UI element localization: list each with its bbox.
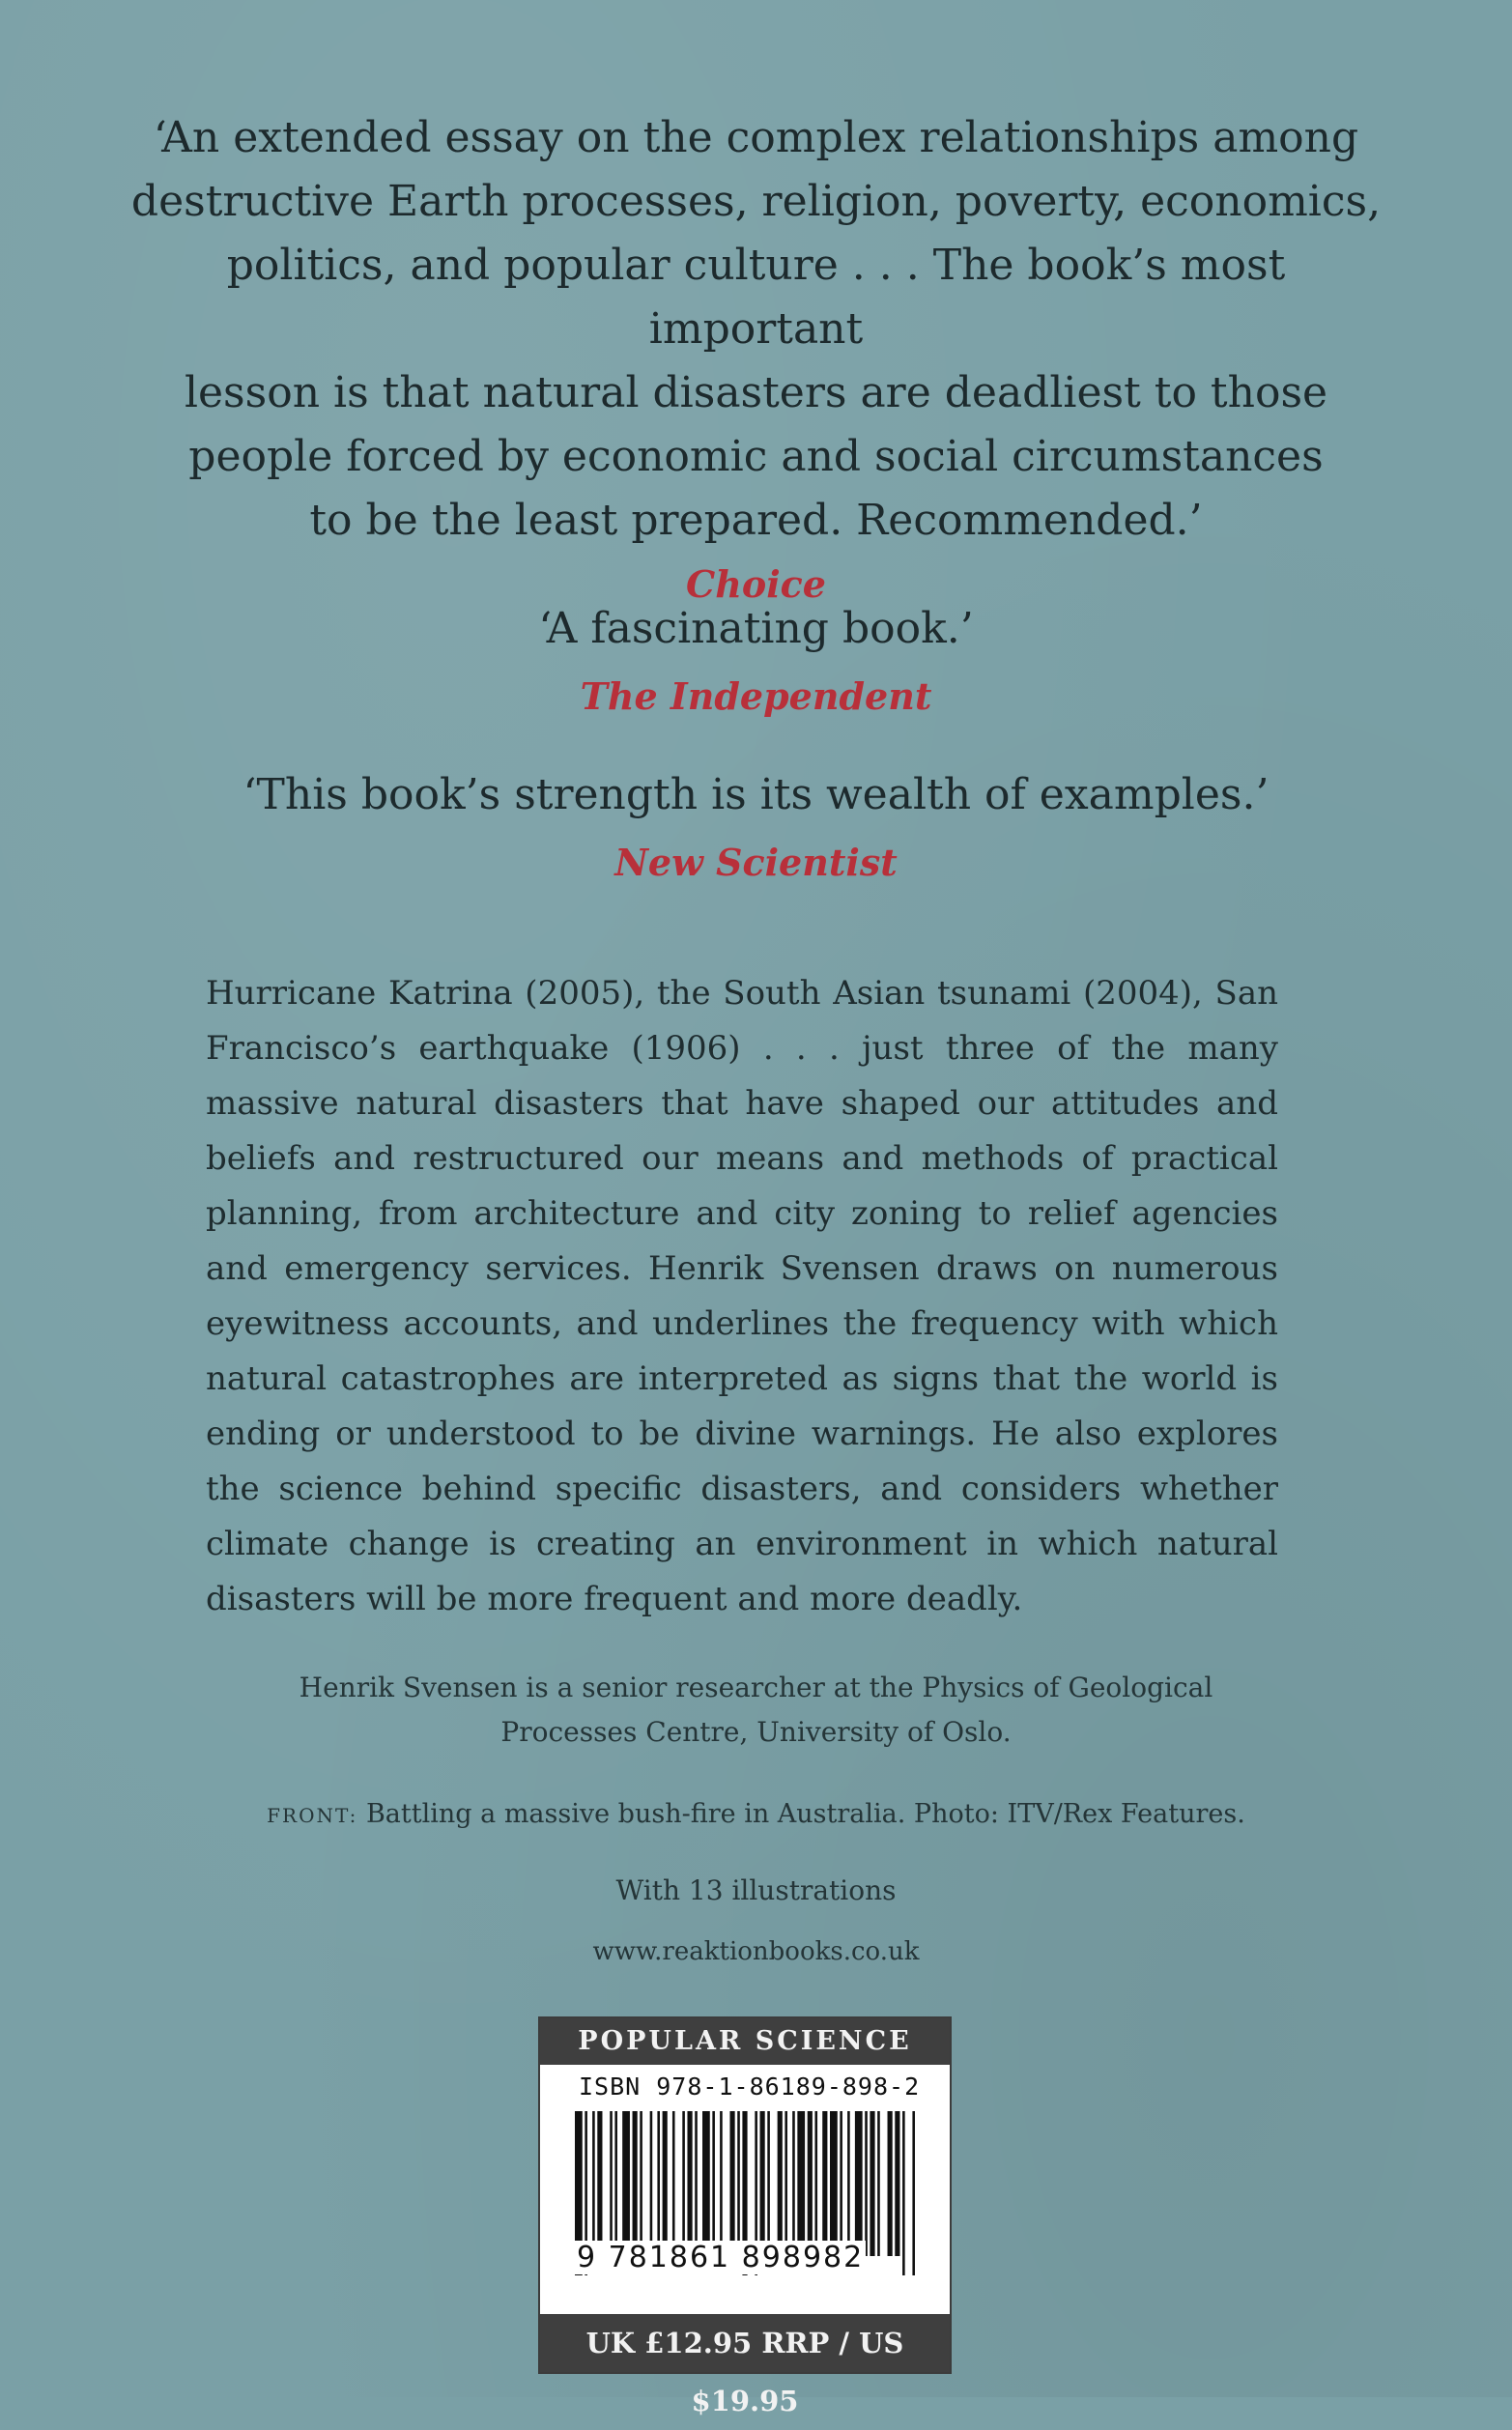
review-quote-choice [0, 106, 1512, 606]
barcode-number: 9 781861 898982 [577, 2241, 865, 2274]
category-label: POPULAR SCIENCE [540, 2018, 950, 2065]
barcode-bar [855, 2111, 863, 2256]
barcode-bar [640, 2111, 642, 2256]
barcode-panel [538, 2016, 952, 2417]
barcode-bar [792, 2111, 795, 2256]
cover-photo-credit [0, 1799, 1512, 1829]
barcode-bar [592, 2111, 595, 2256]
barcode-bar [760, 2111, 765, 2256]
credit-label: FRONT: [267, 1804, 358, 1827]
review-quote-new-scientist [0, 763, 1512, 884]
barcode-bar [814, 2111, 817, 2256]
barcode-bar [847, 2111, 850, 2256]
quote-source: Choice [686, 562, 826, 606]
publisher-website: www.reaktionbooks.co.uk [592, 1937, 920, 1966]
price-label: UK £12.95 RRP / US $19.95 [540, 2314, 950, 2372]
barcode-bar [797, 2111, 805, 2256]
barcode-bar [657, 2111, 660, 2256]
quote-text: ‘An extended essay on the complex relationships among destructive Earth processes, religion, poverty, economics, politics, and popular culture . . . The book’s most important lesson is that natural disasters are deadliest to those people forced by economic and social circumstances to be the least prepared. Recommended.’ [130, 113, 1382, 545]
barcode-bar [729, 2111, 734, 2256]
barcode-bar [830, 2111, 838, 2256]
barcode-bar [865, 2111, 868, 2256]
barcode-bar [695, 2111, 698, 2256]
barcode-bar [712, 2111, 715, 2256]
barcode-bar [663, 2111, 668, 2256]
illustrations-note: With 13 illustrations [615, 1874, 897, 1906]
barcode-bar [702, 2111, 710, 2256]
barcode-bar [597, 2111, 602, 2256]
barcode-digits [575, 2241, 923, 2283]
barcode-bar [785, 2111, 787, 2256]
review-quote-independent [0, 597, 1512, 718]
barcode-bar [610, 2111, 613, 2256]
quote-source: New Scientist [614, 841, 898, 884]
barcode-bar [840, 2111, 842, 2256]
barcode-bar [778, 2111, 783, 2256]
barcode-bar [895, 2111, 899, 2256]
book-blurb: Hurricane Katrina (2005), the South Asian tsunami (2004), San Francisco’s earthquake (1906) . . . just three of the many massive natural disasters that have shaped our attitudes and beliefs and restructured our means and methods of practical planning, from architecture and city zoning to relief agencies and emergency services. Henrik Svensen draws on numerous eyewitness accounts, and underlines the frequency with which natural catastrophes are interpreted as signs that the world is ending or understood to be divine warnings. He also explores the science behind specific disasters, and considers whether climate change is creating an environment in which natural disasters will be more frequent and more deadly. [206, 974, 1278, 1618]
barcode-bar [720, 2111, 723, 2256]
barcode-bar [822, 2111, 827, 2256]
isbn-text: ISBN 978-1-86189-898-2 [579, 2073, 921, 2101]
barcode-bar [737, 2111, 740, 2256]
author-bio: Henrik Svensen is a senior researcher at the Physics of Geological Processes Centre, University of Oslo. [299, 1672, 1213, 1748]
quote-source: The Independent [580, 674, 932, 718]
barcode-bar [633, 2111, 638, 2256]
barcode-bar [877, 2111, 880, 2256]
barcode-bar [622, 2111, 630, 2256]
barcode-bar [650, 2111, 653, 2256]
barcode-bar [808, 2111, 813, 2256]
barcode-bar [687, 2111, 692, 2256]
barcode-bar [614, 2111, 617, 2256]
barcode-bar [767, 2111, 770, 2256]
barcode-bar [682, 2111, 685, 2256]
quote-text: ‘This book’s strength is its wealth of examples.’ [242, 770, 1270, 819]
barcode-bar [888, 2111, 893, 2256]
barcode-bar [870, 2111, 874, 2256]
barcode-bar [672, 2111, 675, 2256]
quote-text: ‘A fascinating book.’ [538, 604, 974, 653]
credit-text: Battling a massive bush-fire in Australia. Photo: ITV/Rex Features. [365, 1799, 1245, 1829]
